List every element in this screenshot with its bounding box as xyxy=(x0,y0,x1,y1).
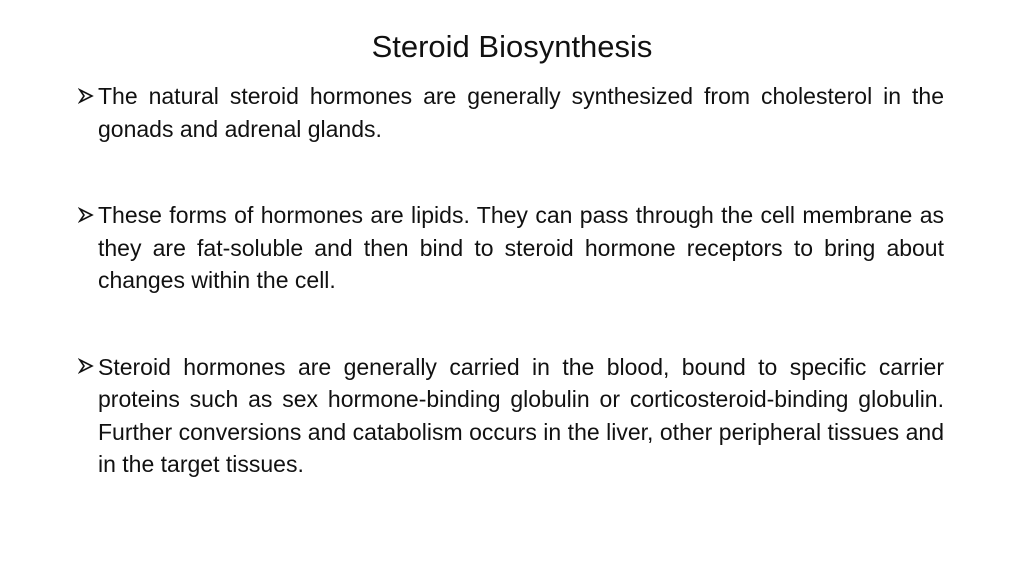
arrowhead-bullet-icon xyxy=(78,351,98,384)
bullet-item xyxy=(78,351,944,481)
bullet-text: Steroid hormones are generally carried in the blood, bound to specific carrier proteins such as sex hormone-binding globulin or corticosteroid-binding globulin. Further conversions and catabolism occurs in the liver, other peripheral tissues and in the target tissues. xyxy=(98,353,944,477)
bullet-text: The natural steroid hormones are generally synthesized from cholesterol in the gonads and adrenal glands. xyxy=(98,83,944,142)
arrowhead-bullet-icon xyxy=(78,199,98,232)
bullet-text: These forms of hormones are lipids. They can pass through the cell membrane as they are fat-soluble and then bind to steroid hormone receptors to bring about changes within the cell. xyxy=(98,202,944,293)
bullet-list xyxy=(78,80,944,481)
bullet-item xyxy=(78,80,944,145)
arrowhead-bullet-icon xyxy=(78,80,98,113)
slide-title: Steroid Biosynthesis xyxy=(371,29,653,64)
bullet-item xyxy=(78,199,944,297)
